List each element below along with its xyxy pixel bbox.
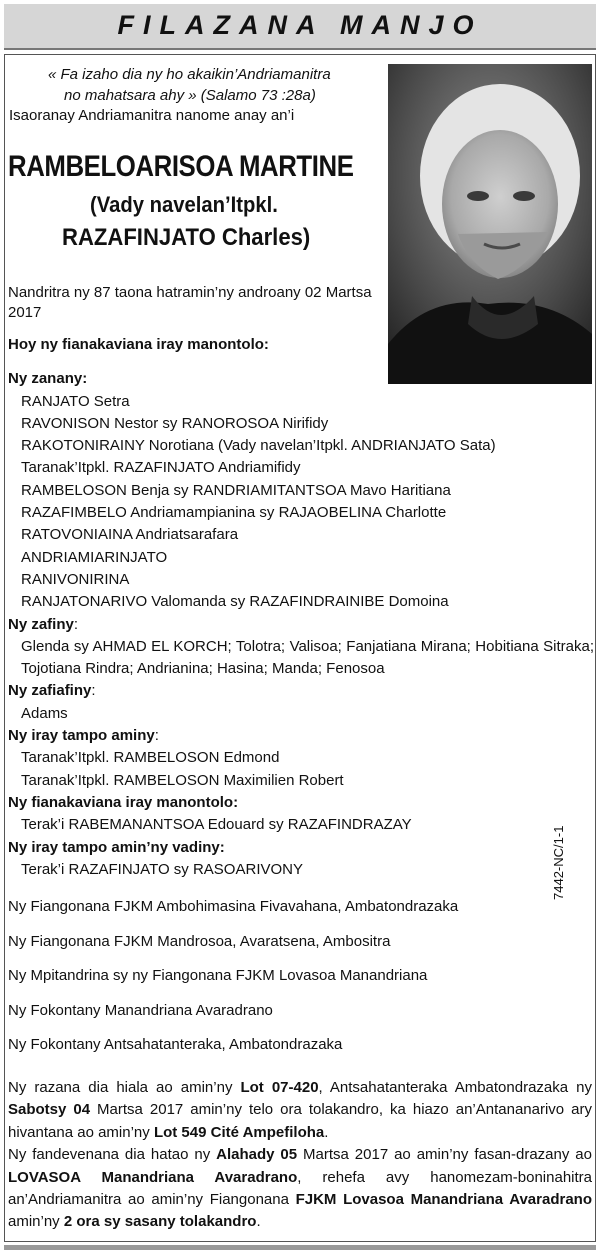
child-item: RATOVONIAINA Andriatsarafara xyxy=(21,526,239,544)
grandchildren-heading-row: Ny zafiny: xyxy=(8,615,79,633)
great-grandchildren-heading: Ny zafiafiny xyxy=(8,682,92,700)
child-item: RAZAFIMBELO Andriamampianina sy RAJAOBELINA Charlotte xyxy=(21,504,447,522)
child-item: RAMBELOSON Benja sy RANDRIAMITANTSOA Mavo Haritiana xyxy=(21,481,451,499)
psalm-quote xyxy=(48,64,331,106)
child-item: RANJATONARIVO Valomanda sy RAZAFINDRAINIBE Domoina xyxy=(21,593,449,611)
organization-item: Ny Fokontany Antsahatanteraka, Ambatondrazaka xyxy=(8,1036,343,1053)
grandchildren-heading: Ny zafiny xyxy=(8,615,74,633)
spouse-line-2: RAZAFINJATO Charles) xyxy=(62,224,311,251)
child-item: Taranak’Itpkl. RAZAFINJATO Andriamifidy xyxy=(21,459,301,477)
children-heading: Ny zanany: xyxy=(8,370,88,388)
grandchildren-text: Glenda sy AHMAD EL KORCH; Tolotra; Valisoa; Fanjatiana Mirana; Hobitiana Sitraka; Tojotiana Rindra; Andrianina; Hasina; Manda; Fenosoa xyxy=(21,637,594,678)
whole-family-item: Terak’i RABEMANANTSOA Edouard sy RAZAFINDRAZAY xyxy=(21,816,412,834)
age-text: Nandritra ny 87 taona hatramin’ny androany 02 Martsa 2017 xyxy=(8,284,372,321)
organization-item: Ny Fokontany Manandriana Avaradrano xyxy=(8,1001,273,1019)
deceased-name: RAMBELOARISOA MARTINE xyxy=(8,150,354,183)
sibling-item: Taranak’Itpkl. RAMBELOSON Edmond xyxy=(21,749,280,767)
header-banner xyxy=(4,4,596,50)
spouse-line-1: (Vady navelan’Itpkl. xyxy=(90,192,278,217)
reference-code: 7442-NC/1-1 xyxy=(551,825,566,900)
funeral-details xyxy=(8,1077,592,1234)
child-item: RAKOTONIRAINY Norotiana (Vady navelan’Itpkl. ANDRIANJATO Sata) xyxy=(21,437,496,455)
departure-paragraph: Ny razana dia hiala ao amin’ny Lot 07-420, Antsahatanteraka Ambatondrazaka ny Sabotsy 04 Martsa 2017 amin’ny telo ora tolakandro, ka hiazo an’Antananarivo ary hivantana ao amin’ny Lot 549 Cité Ampefiloha. xyxy=(8,1079,592,1141)
child-item: RAVONISON Nestor sy RANOROSOA Nirifidy xyxy=(21,414,329,432)
notice-title: FILAZANA MANJO xyxy=(117,10,483,40)
organization-item: Ny Mpitandrina sy ny Fiangonana FJKM Lovasoa Manandriana xyxy=(8,967,428,984)
family-list xyxy=(8,334,594,881)
great-grandchild-item: Adams xyxy=(21,704,68,722)
organization-item: Ny Fiangonana FJKM Mandrosoa, Avaratsena, Ambositra xyxy=(8,932,391,950)
child-item: RANIVONIRINA xyxy=(21,570,130,588)
spouse-siblings-heading: Ny iray tampo amin’ny vadiny: xyxy=(8,838,225,856)
child-item: ANDRIAMIARINJATO xyxy=(21,548,168,566)
child-item: RANJATO Setra xyxy=(21,392,130,410)
burial-paragraph: Ny fandevenana dia hatao ny Alahady 05 Martsa 2017 ao amin’ny fasan-drazany ao LOVASOA Manandriana Avaradrano, rehefa avy hanomezam-boninahitra an’Andriamanitra ao amin’ny Fiangonana FJKM Lovasoa Manandriana Avaradrano amin’ny 2 ora sy sasany tolakandro. xyxy=(8,1146,593,1231)
intro-text: Isaoranay Andriamanitra nanome anay an’i xyxy=(9,107,295,124)
children-list xyxy=(8,391,594,614)
sibling-item: Taranak’Itpkl. RAMBELOSON Maximilien Robert xyxy=(21,771,344,789)
family-intro: Hoy ny fianakaviana iray manontolo: xyxy=(8,336,269,353)
siblings-heading-row: Ny iray tampo aminy: xyxy=(8,727,159,745)
siblings-heading: Ny iray tampo aminy xyxy=(8,727,155,745)
organizations-list xyxy=(8,898,458,1071)
psalm-line-1: « Fa izaho dia ny ho akaikin’Andriamanitra xyxy=(48,66,331,83)
great-grandchildren-heading-row: Ny zafiafiny: xyxy=(8,682,96,700)
organization-item: Ny Fiangonana FJKM Ambohimasina Fivavahana, Ambatondrazaka xyxy=(8,898,459,915)
bottom-rule xyxy=(4,1245,596,1250)
spouse-sibling-item: Terak’i RAZAFINJATO sy RASOARIVONY xyxy=(21,860,303,878)
psalm-line-2: no mahatsara ahy » (Salamo 73 :28a) xyxy=(64,87,316,104)
whole-family-heading: Ny fianakaviana iray manontolo: xyxy=(8,793,239,811)
